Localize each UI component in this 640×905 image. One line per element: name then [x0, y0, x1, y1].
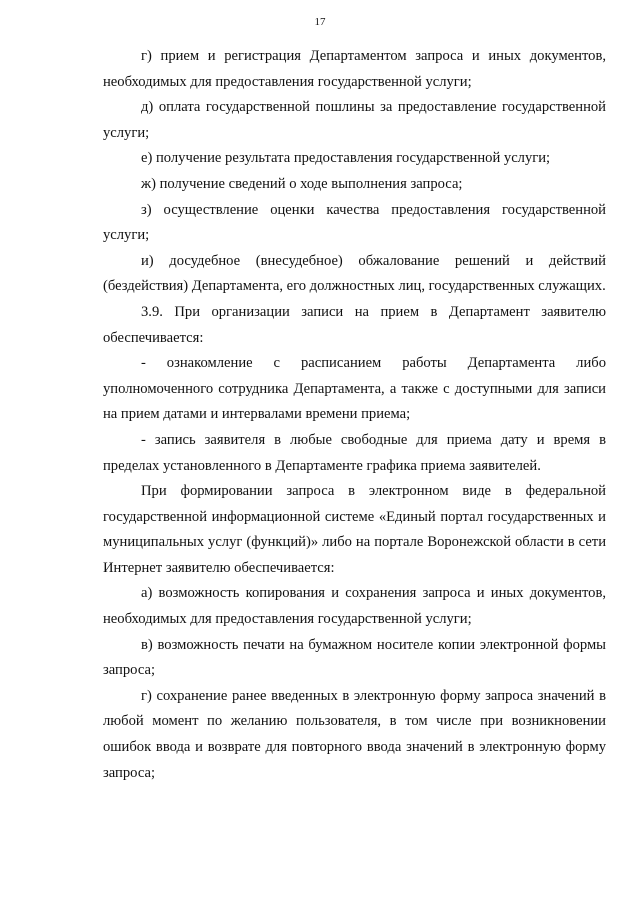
document-body	[103, 44, 606, 786]
list-item-i-appeal: и) досудебное (внесудебное) обжалование решений и действий (бездействия) Департамента, его должностных лиц, государственных служащих.	[103, 252, 606, 295]
electronic-request-paragraph: При формировании запроса в электронном виде в федеральной государственной информационной системе «Единый портал государственных и муниципальных услуг (функций)» либо на портале Воронежской области в сети Интернет заявителю обеспечивается:	[103, 483, 606, 576]
section-3-9-paragraph: 3.9. При организации записи на прием в Департамент заявителю обеспечивается:	[103, 303, 606, 346]
list-item-g-save: г) сохранение ранее введенных в электронную форму запроса значений в любой момент по желанию пользователя, в том числе при возникновении ошибок ввода и возврате для повторного ввода значений в электронную форму запроса;	[103, 687, 606, 781]
list-item-z-quality: з) осуществление оценки качества предоставления государственной услуги;	[103, 201, 606, 244]
list-item-d-payment: д) оплата государственной пошлины за предоставление государственной услуги;	[103, 99, 606, 141]
dash-item-booking: - запись заявителя в любые свободные для приема дату и время в пределах установленного в Департаменте графика приема заявителей.	[103, 431, 606, 474]
dash-item-schedule: - ознакомление с расписанием работы Департамента либо уполномоченного сотрудника Департамента, а также с доступными для записи на прием датами и интервалами времени приема;	[103, 355, 606, 423]
list-item-e-result: е) получение результата предоставления государственной услуги;	[141, 150, 551, 167]
list-item-g-reception: г) прием и регистрация Департаментом запроса и иных документов, необходимых для предоставления государственной услуги;	[103, 48, 606, 90]
list-item-zh-status: ж) получение сведений о ходе выполнения запроса;	[141, 175, 463, 192]
list-item-a-copy: а) возможность копирования и сохранения запроса и иных документов, необходимых для предоставления государственной услуги;	[103, 585, 606, 628]
page-number: 17	[314, 16, 326, 28]
list-item-v-print: в) возможность печати на бумажном носителе копии электронной формы запроса;	[103, 636, 606, 679]
